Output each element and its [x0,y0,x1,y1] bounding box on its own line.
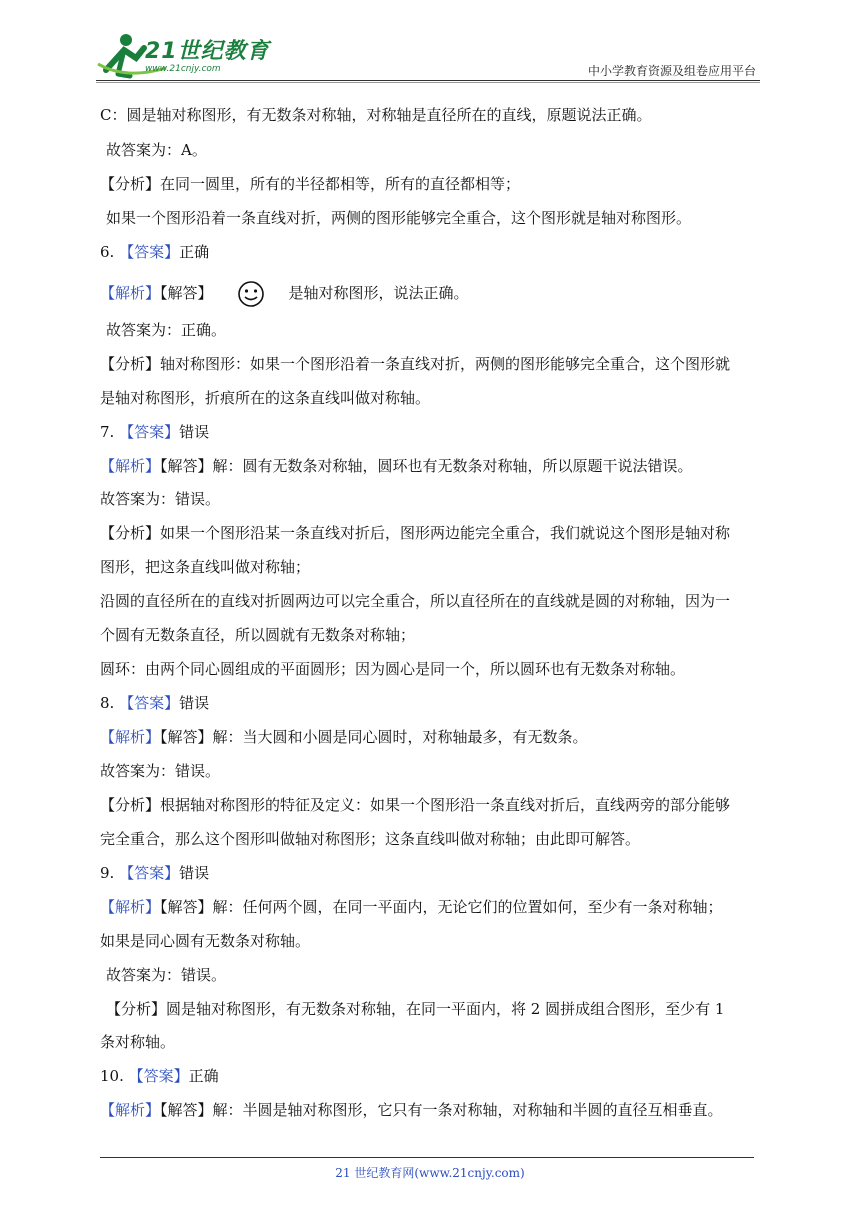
question-number: 7. [100,423,115,441]
question-6-answer [100,242,209,262]
footer-divider [100,1157,754,1158]
question-6-analysis [100,280,469,308]
text-line: 如果是同心圆有无数条对称轴。 [100,932,311,950]
text-line: 图形，把这条直线叫做对称轴； [100,558,311,576]
text-line: 故答案为：错误。 [106,966,227,984]
answer-tag: 【答案】 [119,864,180,882]
text-line: 是轴对称图形，折痕所在的这条直线叫做对称轴。 [100,389,431,407]
question-7-answer [100,422,209,442]
logo-url: www.21cnjy.com [145,64,221,74]
text-line: 圆环：由两个同心圆组成的平面圆形；因为圆心是同一个，所以圆环也有无数条对称轴。 [100,660,686,678]
solution-text: 【解答】 [160,284,213,302]
solution-text: 【解答】解：半圆是轴对称图形，它只有一条对称轴，对称轴和半圆的直径互相垂直。 [160,1101,723,1119]
answer-value: 正确 [179,243,210,261]
solution-text-after: 是轴对称图形，说法正确。 [288,284,469,302]
text-line: 沿圆的直径所在的直线对折圆两边可以完全重合，所以直径所在的直线就是圆的对称轴，因为一 [100,592,731,610]
solution-text: 【解答】解：圆有无数条对称轴，圆环也有无数条对称轴，所以原题干说法错误。 [160,457,693,475]
page-header [0,0,860,90]
question-number: 9. [100,864,115,882]
question-8-answer [100,693,209,713]
question-number: 8. [100,694,115,712]
analysis-tag: 【解析】 [100,728,161,746]
answer-value: 正确 [188,1067,219,1085]
answer-tag: 【答案】 [119,243,180,261]
answer-tag: 【答案】 [119,423,180,441]
text-line: 【分析】在同一圆里，所有的半径都相等，所有的直径都相等； [100,175,521,193]
question-number: 10. [100,1067,124,1085]
question-number: 6. [100,243,115,261]
answer-value: 错误 [179,864,210,882]
text-line: 故答案为：错误。 [100,762,221,780]
platform-name: 中小学教育资源及组卷应用平台 [587,64,756,78]
answer-tag: 【答案】 [128,1067,189,1085]
question-10-answer [100,1066,219,1086]
text-line: 个圆有无数条直径，所以圆就有无数条对称轴； [100,626,416,644]
header-divider [96,80,760,81]
text-line: 故答案为：错误。 [100,490,221,508]
smiley-face-icon [235,280,267,308]
analysis-tag: 【解析】 [100,457,161,475]
analysis-tag: 【解析】 [100,898,161,916]
logo-text: 21世纪教育 [145,39,270,64]
text-line: 如果一个图形沿着一条直线对折，两侧的图形能够完全重合，这个图形就是轴对称图形。 [106,209,692,227]
footer-text: 21 世纪教育网(www.21cnjy.com) [335,1166,525,1180]
text-line: 【分析】如果一个图形沿某一条直线对折后，图形两边能完全重合，我们就说这个图形是轴对称 [100,524,731,542]
question-7-analysis [100,456,693,476]
header-divider-thin [96,82,760,83]
text-line: 【分析】圆是轴对称图形，有无数条对称轴，在同一平面内，将 2 圆拼成组合图形，至少有 1 [106,1000,725,1018]
answer-value: 错误 [179,423,210,441]
text-line: C：圆是轴对称图形，有无数条对称轴，对称轴是直径所在的直线，原题说法正确。 [100,106,652,124]
text-line: 故答案为：正确。 [106,321,227,339]
question-8-analysis [100,727,588,747]
answer-value: 错误 [179,694,210,712]
solution-text: 【解答】解：当大圆和小圆是同心圆时，对称轴最多，有无数条。 [160,728,588,746]
question-9-analysis [100,897,723,917]
text-line: 【分析】根据轴对称图形的特征及定义：如果一个图形沿一条直线对折后，直线两旁的部分能够 [100,796,731,814]
question-9-answer [100,863,209,883]
text-line: 条对称轴。 [100,1033,176,1051]
analysis-tag: 【解析】 [100,1101,161,1119]
analysis-tag: 【解析】 [100,284,161,302]
question-10-analysis [100,1100,723,1120]
solution-text: 【解答】解：任何两个圆，在同一平面内，无论它们的位置如何，至少有一条对称轴； [160,898,723,916]
answer-tag: 【答案】 [119,694,180,712]
text-line: 【分析】轴对称图形：如果一个图形沿着一条直线对折，两侧的图形能够完全重合，这个图形就 [100,355,731,373]
text-line: 故答案为：A。 [106,141,207,159]
text-line: 完全重合，那么这个图形叫做轴对称图形；这条直线叫做对称轴；由此即可解答。 [100,830,641,848]
